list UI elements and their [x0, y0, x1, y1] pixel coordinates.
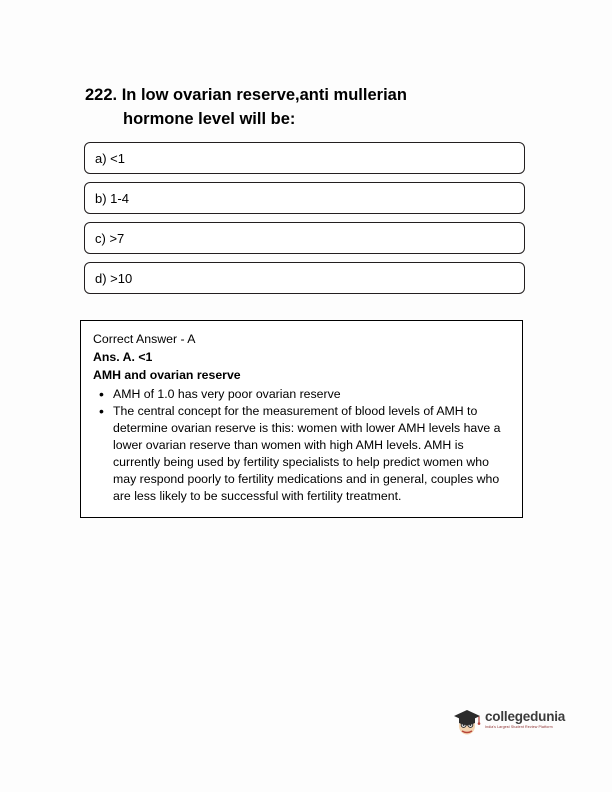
options-list — [84, 142, 525, 302]
option-a[interactable] — [84, 142, 525, 174]
collegedunia-logo[interactable] — [452, 700, 577, 740]
list-item: • The central concept for the measurement of blood levels of AMH to determine ovarian reserve is this: women with lower AMH levels have a lower ovarian reserve than women with high AMH levels. AMH is currently being used by fertility specialists to help predict women who may respond poorly to fertility medications and in general, couples who are less likely to be successful with fertility treatment. — [111, 403, 510, 505]
question-text-line2: hormone level will be: — [123, 109, 296, 128]
option-d-label: d) >10 — [95, 270, 133, 286]
question-text-line1: In low ovarian reserve,anti mullerian — [121, 86, 407, 104]
logo-wordmark: collegedunia — [485, 709, 566, 725]
answer-value-line: Ans. A. <1 — [93, 349, 153, 364]
answer-bullet-list — [93, 386, 510, 505]
answer-explanation-box — [80, 320, 523, 518]
question-number: 222. — [85, 86, 118, 104]
option-a-label: a) <1 — [95, 150, 125, 166]
option-d[interactable] — [84, 262, 525, 294]
logo-tagline: India's Largest Student Review Platform — [485, 724, 553, 729]
correct-answer-line: Correct Answer - A — [93, 332, 196, 346]
graduate-cap-icon — [452, 704, 482, 736]
logo-text-group — [485, 710, 565, 729]
list-item: • AMH of 1.0 has very poor ovarian reserve — [111, 386, 510, 403]
option-c-label: c) >7 — [95, 230, 125, 246]
question-block — [85, 84, 525, 132]
option-b-label: b) 1-4 — [95, 190, 129, 206]
option-b[interactable] — [84, 182, 525, 214]
option-c[interactable] — [84, 222, 525, 254]
answer-heading: AMH and ovarian reserve — [93, 367, 241, 382]
